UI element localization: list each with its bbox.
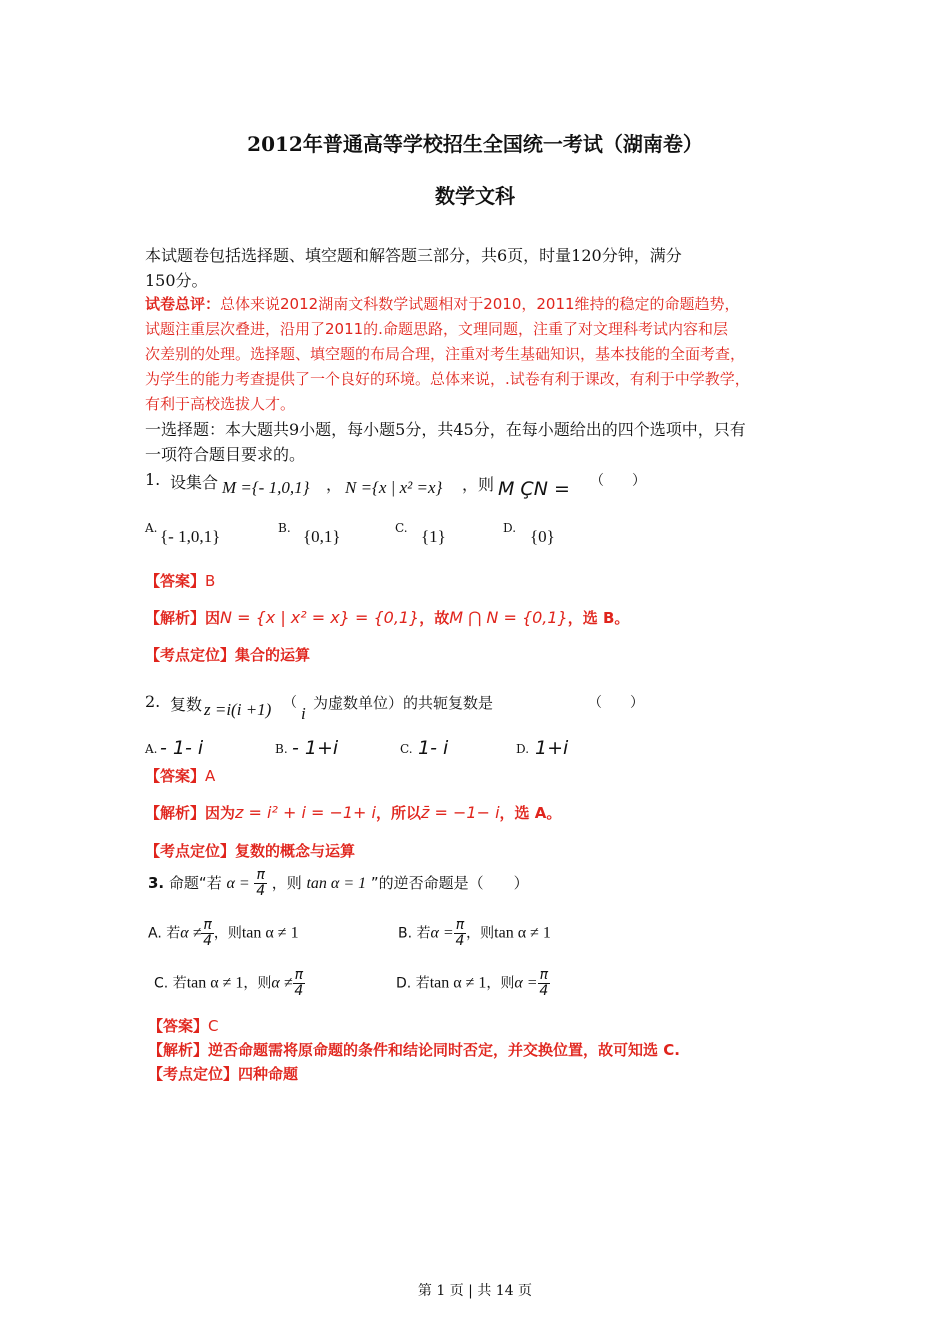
q3-option-d-tan: tan α ≠ 1	[429, 974, 487, 992]
q2-number: 2.	[145, 692, 161, 711]
q2-analysis-mid: ，所以	[376, 804, 422, 822]
q2-analysis-math: z = i² + i = −1+ i	[235, 803, 376, 822]
q3-option-d-numerator: π	[539, 967, 549, 983]
q2-option-b: - 1+i	[292, 737, 339, 759]
q3-stem	[148, 868, 529, 899]
q1-answer-paren: （ ）	[590, 473, 646, 489]
review-line-5: 有利于高校选拔人才。	[145, 395, 296, 413]
q2-option-a-label: A.	[145, 742, 158, 756]
q3-option-d-then: ，则	[486, 975, 515, 992]
q3-option-b-numerator: π	[455, 917, 465, 933]
q3-option-b-label: B.	[398, 925, 413, 942]
q3-option-d-denominator: 4	[539, 983, 549, 999]
review-line-2: 试题注重层次叠进，沿用了2011的.命题思路，文理同题，注重了对文理科考试内容和层	[145, 320, 728, 338]
q3-option-d-alpha: α =	[514, 974, 538, 992]
q2-point-text: 复数的概念与运算	[235, 842, 356, 860]
q1-number: 1.	[145, 470, 161, 489]
q3-option-d-pre: 若	[415, 975, 430, 992]
page-footer: 第 1 页 | 共 14 页	[417, 1283, 533, 1299]
q2-text: 复数	[170, 695, 203, 714]
q3-option-a-tan: tan α ≠ 1	[241, 924, 299, 942]
q3-option-b	[398, 918, 551, 949]
q1-option-b-label: B.	[278, 521, 291, 535]
q1-analysis-mid: ，故	[419, 609, 450, 627]
q1-comma: ，	[326, 475, 343, 494]
q2-answer	[145, 765, 215, 786]
q3-option-a-fraction	[201, 918, 213, 949]
q3-option-a-label: A.	[148, 925, 162, 942]
q2-point-label: 【考点定位】	[145, 842, 236, 860]
q2-note: 为虚数单位）的共轭复数是	[313, 694, 494, 712]
q3-option-b-tan: tan α ≠ 1	[494, 924, 551, 942]
q2-option-a: - 1- i	[160, 737, 204, 759]
q2-option-d-label: D.	[516, 742, 530, 756]
intro-line-2: 150分。	[145, 271, 208, 290]
q1-analysis-math-2: M ⋂ N = {0,1}	[449, 608, 568, 627]
q3-option-a-then: ，则	[213, 925, 242, 942]
q3-option-c-then: ，则	[243, 975, 272, 992]
q3-fraction	[254, 868, 266, 899]
q1-option-a: {- 1,0,1}	[160, 527, 221, 546]
q2-answer-paren: （ ）	[588, 695, 644, 711]
q3-option-b-then: ，则	[466, 925, 495, 942]
q2-option-d: 1+i	[535, 737, 569, 759]
q3-option-d-label: D.	[396, 975, 412, 992]
review-line-1	[145, 293, 740, 314]
q3-fraction-denominator: 4	[256, 883, 266, 899]
q2-option-b-label: B.	[275, 742, 288, 756]
q3-analysis-label: 【解析】	[148, 1041, 209, 1059]
q3-answer-label: 【答案】	[148, 1017, 209, 1035]
review-line-3: 次差别的处理。选择题、填空题的布局合理，注重对考生基础知识，基本技能的全面考查，	[145, 345, 746, 363]
q3-fraction-numerator: π	[256, 867, 265, 883]
q3-option-a	[148, 918, 299, 949]
q3-analysis-text: 逆否命题需将原命题的条件和结论同时否定，并交换位置，故可知选 C.	[208, 1041, 680, 1059]
q3-option-b-alpha: α =	[430, 924, 454, 942]
q3-option-c-alpha: α ≠	[271, 974, 293, 992]
q1-set-m: M ={- 1,0,1}	[222, 478, 310, 497]
q2-analysis-math-2: z̄ = −1− i	[421, 803, 500, 822]
q1-then: ，则	[462, 475, 495, 494]
q2-note-i: i	[301, 704, 306, 723]
q2-point	[145, 840, 355, 861]
q1-set-n: N ={x | x² =x}	[345, 478, 443, 497]
q3-option-c-numerator: π	[294, 967, 304, 983]
q1-analysis-end: ，选 B。	[567, 609, 630, 627]
q3-option-b-fraction	[454, 918, 466, 949]
q3-option-c	[154, 968, 305, 999]
q3-option-d-fraction	[538, 968, 550, 999]
q3-point-text: 四种命题	[238, 1065, 299, 1083]
section-1-line-1: 一选择题：本大题共9小题，每小题5分，共45分，在每小题给出的四个选项中，只有	[145, 420, 746, 439]
q2-option-c: 1- i	[418, 737, 449, 759]
review-text-1: 总体来说2012湖南文科数学试题相对于2010，2011维持的稳定的命题趋势，	[220, 295, 740, 313]
q3-number: 3.	[148, 874, 165, 892]
q3-option-c-denominator: 4	[294, 983, 304, 999]
q1-option-b: {0,1}	[303, 527, 341, 546]
q1-option-d: {0}	[530, 527, 555, 546]
q3-option-c-fraction	[293, 968, 305, 999]
q1-analysis-math: N = {x | x² = x} = {0,1}	[220, 608, 420, 627]
q2-expression: z =i(i +1)	[204, 700, 272, 719]
q1-point-text: 集合的运算	[235, 646, 311, 664]
q3-answer	[148, 1015, 219, 1036]
q2-note-open: （	[283, 695, 297, 711]
section-1-line-2: 一项符合题目要求的。	[145, 445, 306, 464]
q1-option-a-label: A.	[145, 521, 158, 535]
q3-tan-eq: tan α = 1	[306, 875, 367, 892]
q2-analysis-label: 【解析】	[145, 804, 206, 822]
q2-answer-value: A	[205, 767, 216, 785]
q3-option-c-tan: tan α ≠ 1	[186, 974, 244, 992]
q3-alpha-eq: α =	[226, 875, 250, 892]
q2-answer-label: 【答案】	[145, 767, 206, 785]
q1-answer-value: B	[205, 572, 216, 590]
q3-option-b-pre: 若	[416, 925, 431, 942]
q1-answer-label: 【答案】	[145, 572, 206, 590]
q1-text: 设集合	[170, 473, 219, 492]
q1-answer	[145, 570, 215, 591]
q3-point	[148, 1063, 298, 1084]
q3-analysis	[148, 1039, 680, 1060]
q3-option-d	[396, 968, 550, 999]
q3-text-pre: 命题“若	[168, 874, 222, 892]
q3-option-a-alpha: α ≠	[180, 924, 202, 942]
q1-point-label: 【考点定位】	[145, 646, 236, 664]
q1-option-c-label: C.	[395, 521, 408, 535]
q2-analysis-end: ，选 A。	[499, 804, 562, 822]
q3-option-c-pre: 若	[172, 975, 187, 992]
q3-option-b-denominator: 4	[455, 933, 465, 949]
q3-option-c-label: C.	[154, 975, 169, 992]
q3-option-a-denominator: 4	[203, 933, 213, 949]
q1-option-c: {1}	[421, 527, 446, 546]
q1-option-d-label: D.	[503, 521, 517, 535]
page-title: 2012年普通高等学校招生全国统一考试（湖南卷）	[247, 132, 703, 156]
q3-option-a-pre: 若	[166, 925, 181, 942]
q1-analysis	[145, 607, 629, 628]
q1-expression: M ÇN =	[498, 478, 570, 500]
q1-analysis-pre: 因	[205, 609, 221, 627]
q3-option-a-numerator: π	[203, 917, 212, 933]
q3-answer-value: C	[208, 1017, 219, 1035]
q2-analysis-pre: 因为	[205, 804, 236, 822]
q2-analysis	[145, 802, 561, 823]
q3-text-mid: ，则	[271, 874, 302, 892]
q3-text-end: ”的逆否命题是（ ）	[370, 874, 529, 892]
q1-analysis-label: 【解析】	[145, 609, 206, 627]
review-line-4: 为学生的能力考查提供了一个良好的环境。总体来说，.试卷有利于课改，有利于中学教学，	[145, 370, 750, 388]
intro-line-1: 本试题卷包括选择题、填空题和解答题三部分，共6页，时量120分钟，满分	[145, 246, 682, 265]
q1-point	[145, 644, 310, 665]
q2-option-c-label: C.	[400, 742, 413, 756]
review-label: 试卷总评：	[145, 295, 221, 313]
page-subtitle: 数学文科	[435, 184, 515, 208]
q3-point-label: 【考点定位】	[148, 1065, 239, 1083]
